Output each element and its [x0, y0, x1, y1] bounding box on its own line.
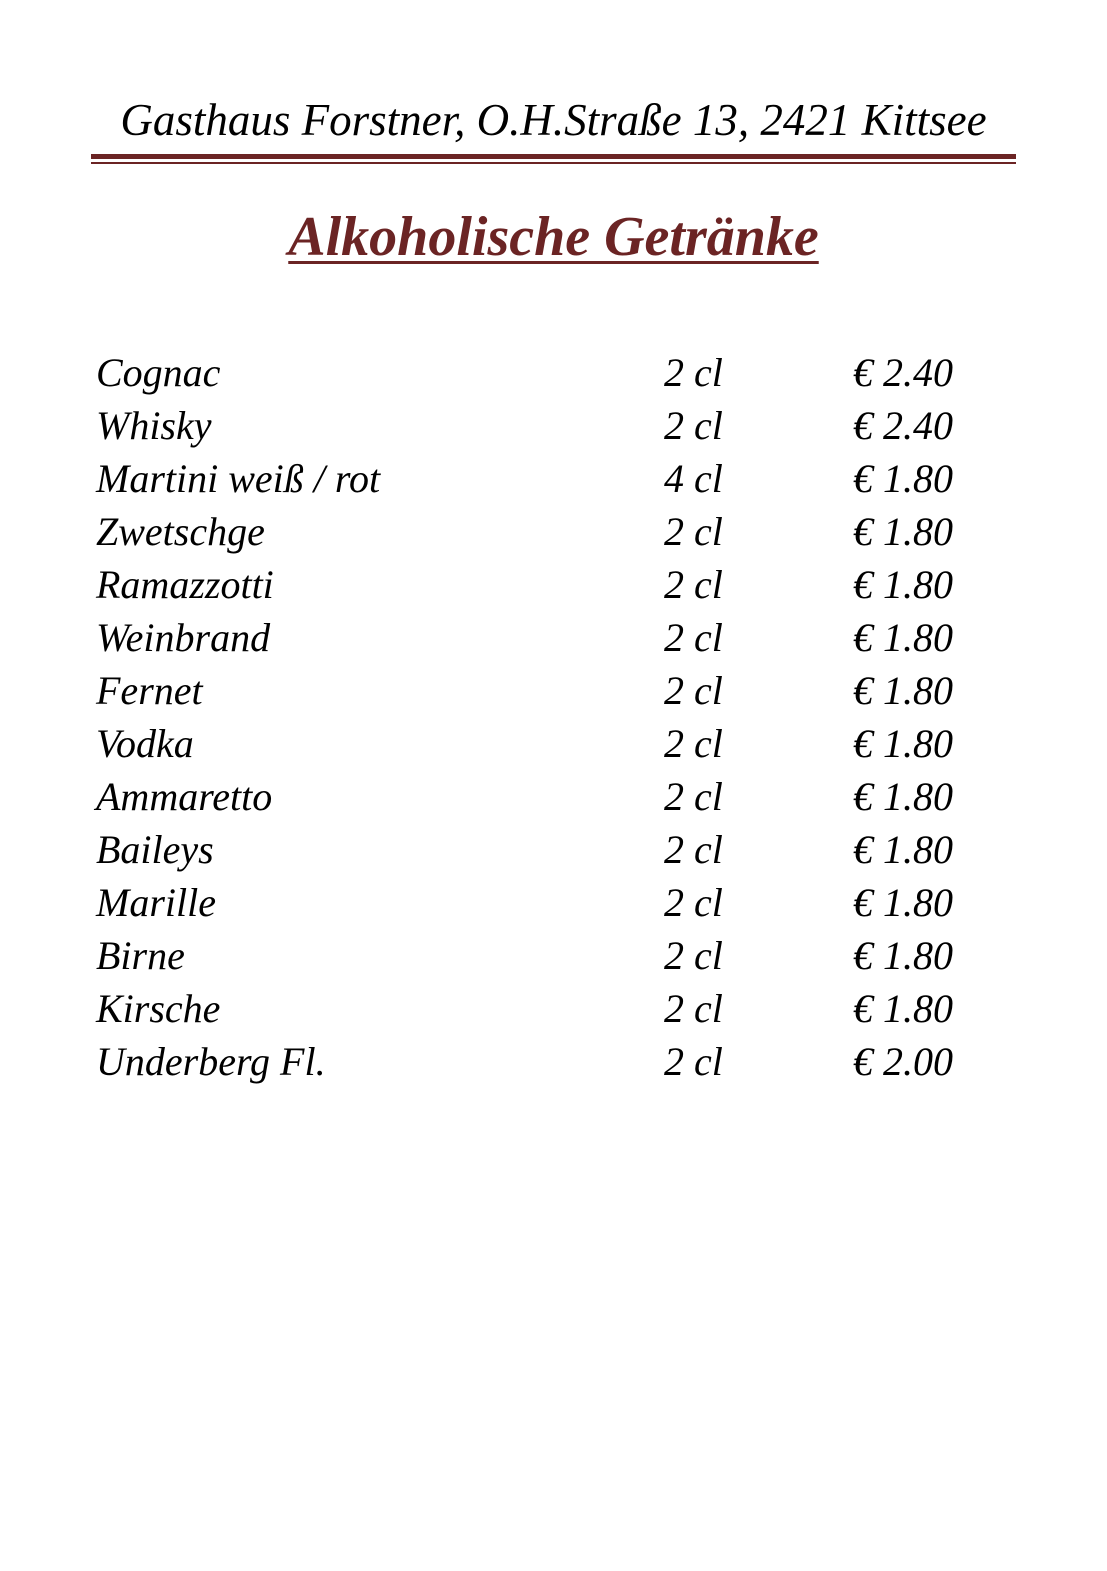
item-size: 2 cl — [664, 1039, 723, 1084]
item-price: € 1.80 — [853, 721, 953, 766]
item-size: 2 cl — [664, 350, 723, 395]
item-size: 4 cl — [664, 456, 723, 501]
item-name: Baileys — [96, 827, 214, 872]
list-item — [0, 770, 1107, 823]
item-size: 2 cl — [664, 509, 723, 554]
item-size: 2 cl — [664, 933, 723, 978]
list-item — [0, 717, 1107, 770]
item-price: € 2.40 — [853, 403, 953, 448]
item-name: Ammaretto — [96, 774, 273, 819]
header-rule-thick — [91, 154, 1016, 159]
item-price: € 1.80 — [853, 668, 953, 713]
item-price: € 2.40 — [853, 350, 953, 395]
list-item — [0, 399, 1107, 452]
item-price: € 1.80 — [853, 774, 953, 819]
item-size: 2 cl — [664, 721, 723, 766]
item-price: € 1.80 — [853, 880, 953, 925]
list-item — [0, 982, 1107, 1035]
item-name: Marille — [96, 880, 216, 925]
item-name: Vodka — [96, 721, 194, 766]
item-price: € 1.80 — [853, 615, 953, 660]
item-size: 2 cl — [664, 986, 723, 1031]
list-item — [0, 558, 1107, 611]
list-item — [0, 823, 1107, 876]
item-name: Cognac — [96, 350, 221, 395]
item-name: Weinbrand — [96, 615, 271, 660]
item-size: 2 cl — [664, 880, 723, 925]
list-item — [0, 505, 1107, 558]
item-size: 2 cl — [664, 562, 723, 607]
list-item — [0, 876, 1107, 929]
item-name: Ramazzotti — [96, 562, 274, 607]
item-price: € 1.80 — [853, 562, 953, 607]
list-item — [0, 1035, 1107, 1088]
item-size: 2 cl — [664, 827, 723, 872]
item-size: 2 cl — [664, 668, 723, 713]
item-size: 2 cl — [664, 615, 723, 660]
item-size: 2 cl — [664, 403, 723, 448]
item-name: Birne — [96, 933, 185, 978]
section-title — [0, 204, 1107, 270]
header-rule-thin — [91, 162, 1016, 164]
restaurant-address: Gasthaus Forstner, O.H.Straße 13, 2421 Kittsee — [120, 95, 987, 145]
drinks-list — [0, 346, 1107, 1088]
item-price: € 1.80 — [853, 827, 953, 872]
item-size: 2 cl — [664, 774, 723, 819]
item-price: € 1.80 — [853, 456, 953, 501]
list-item — [0, 611, 1107, 664]
item-name: Kirsche — [96, 986, 221, 1031]
item-name: Martini weiß / rot — [96, 456, 381, 501]
item-name: Whisky — [96, 403, 212, 448]
section-title-text: Alkoholische Getränke — [288, 206, 819, 268]
item-name: Underberg Fl. — [96, 1039, 326, 1084]
list-item — [0, 664, 1107, 717]
item-price: € 1.80 — [853, 986, 953, 1031]
list-item — [0, 452, 1107, 505]
list-item — [0, 929, 1107, 982]
item-price: € 1.80 — [853, 509, 953, 554]
item-price: € 2.00 — [853, 1039, 953, 1084]
item-name: Fernet — [96, 668, 203, 713]
item-price: € 1.80 — [853, 933, 953, 978]
list-item — [0, 346, 1107, 399]
item-name: Zwetschge — [96, 509, 265, 554]
